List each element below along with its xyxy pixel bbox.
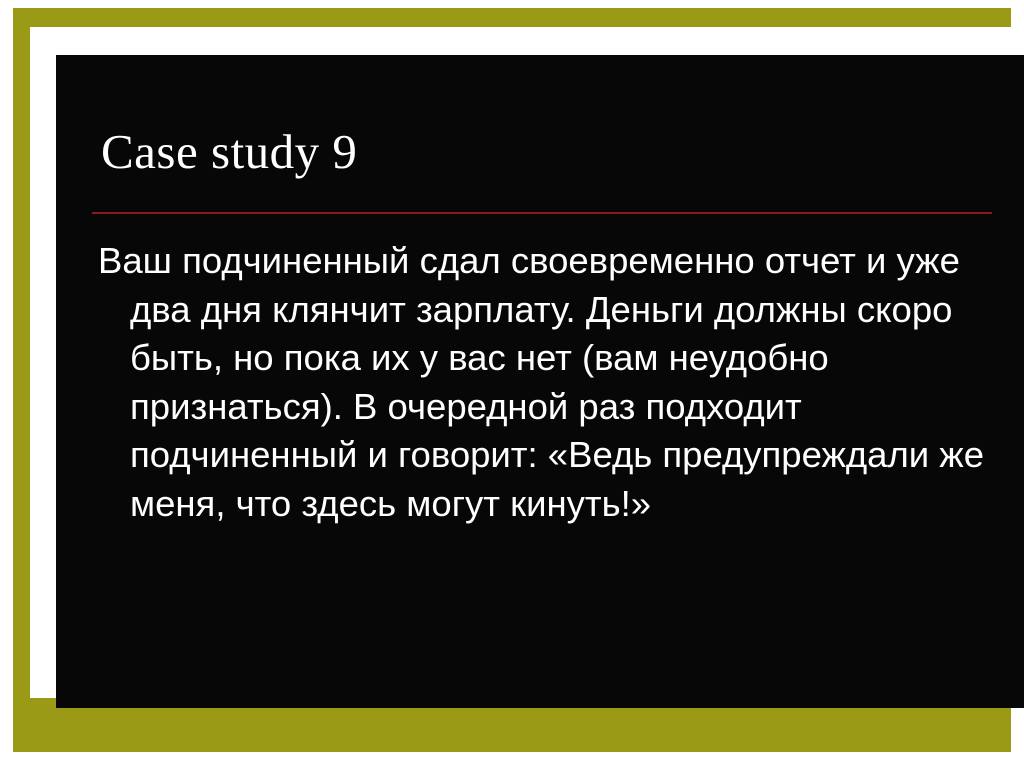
slide-title: Case study 9 — [101, 124, 358, 179]
slide-olive-border — [13, 8, 1011, 752]
slide-content-area — [56, 55, 1024, 708]
title-divider — [92, 212, 992, 214]
slide-white-border — [30, 27, 1020, 698]
slide-body-text: Ваш подчиненный сдал своевременно отчет и уже два дня клянчит зарплату. Деньги должны скоро быть, но пока их у вас нет (вам неудобно признаться). В очередной раз подходит подчиненный и говорит: «Ведь предупреждали же меня, что здесь могут кинуть!» — [98, 240, 995, 524]
